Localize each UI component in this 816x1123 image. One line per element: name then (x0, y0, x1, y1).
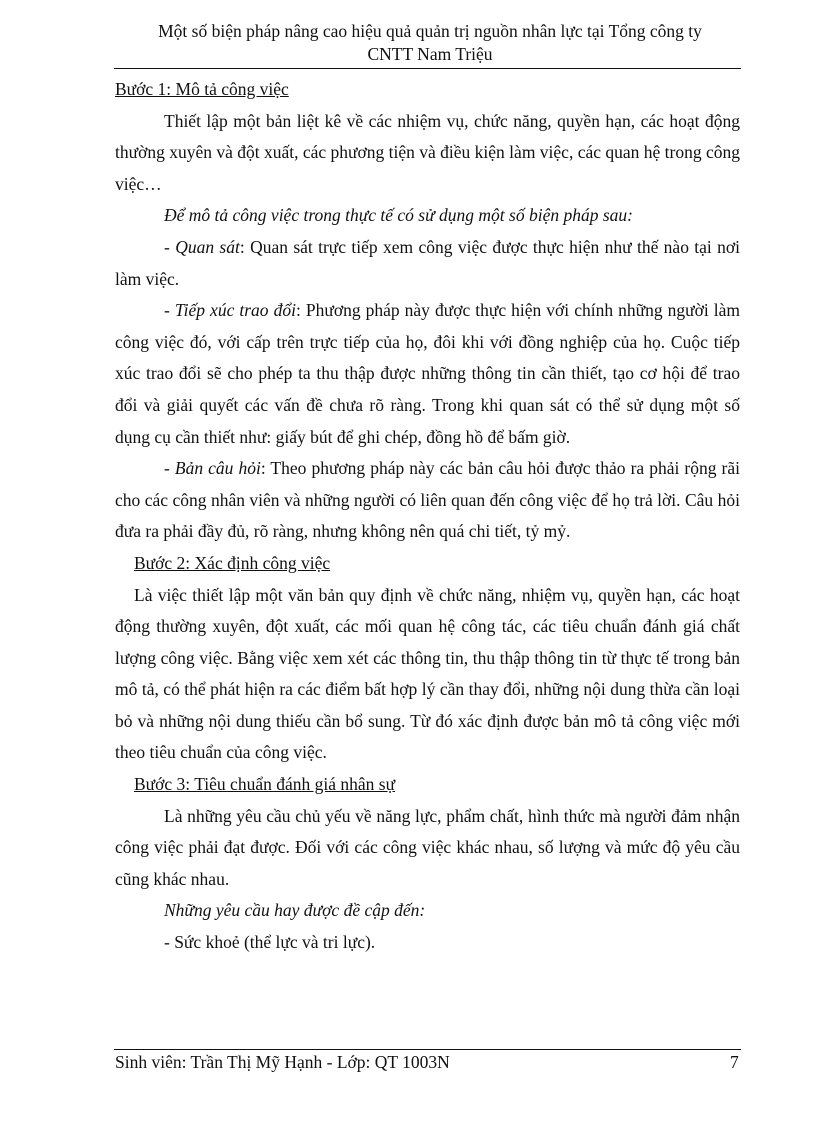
footer-divider (114, 1049, 741, 1050)
step3-heading-text: Bước 3: Tiêu chuẩn đánh giá nhân sự (134, 774, 396, 795)
document-body (115, 74, 740, 959)
step2-heading-text: Bước 2: Xác định công việc (134, 552, 331, 573)
step1-intro: Thiết lập một bản liệt kê về các nhiệm vụ, chức năng, quyền hạn, các hoạt động thường xuyên và đột xuất, các phương tiện và điều kiện làm việc, các quan hệ trong công việc… (115, 110, 740, 194)
step1-heading: Bước 1: Mô tả công việc (115, 79, 289, 99)
footer-student-info: Sinh viên: Trần Thị Mỹ Hạnh - Lớp: QT 1003N (115, 1052, 450, 1072)
method-item (115, 453, 740, 548)
method-term: Tiếp xúc trao đổi (174, 300, 296, 321)
header-title-line1: Một số biện pháp nâng cao hiệu quả quản trị nguồn nhân lực tại Tổng công ty (158, 21, 702, 41)
page-header (110, 20, 750, 66)
method-prefix: - (164, 458, 175, 479)
method-term: Quan sát (175, 236, 240, 257)
method-prefix: - (164, 236, 176, 257)
page-number: 7 (730, 1052, 739, 1072)
method-prefix: - (164, 300, 175, 321)
method-item (115, 232, 740, 295)
method-text: : Quan sát trực tiếp xem công việc được thực hiện như thế nào tại nơi làm việc. (115, 236, 741, 289)
method-text: : Phương pháp này được thực hiện với chính những người làm công việc đó, với cấp trên trực tiếp của họ, đôi khi với đồng nghiệp của họ. Cuộc tiếp xúc trao đổi sẽ cho phép ta thu thập được những thông tin cần thiết, tạo cơ hội để trao đổi và giải quyết các vấn đề chưa rõ ràng. Trong khi quan sát có thể sử dụng một số dụng cụ cần thiết như: giấy bút để ghi chép, đồng hồ để bấm giờ. (115, 300, 741, 447)
step2-text: Là việc thiết lập một văn bản quy định về chức năng, nhiệm vụ, quyền hạn, các hoạt động thường xuyên, đột xuất, các mối quan hệ công tác, các tiêu chuẩn đánh giá chất lượng công việc. Bằng việc xem xét các thông tin, thu thập thông tin từ thực tế trong bản mô tả, có thể phát hiện ra các điểm bất hợp lý cần thay đổi, những nội dung thừa cần loại bỏ và những nội dung thiếu cần bổ sung. Từ đó xác định được bản mô tả công việc mới theo tiêu chuẩn của công việc. (115, 584, 740, 763)
step1-methods-intro (115, 200, 740, 232)
method-term: Bản câu hỏi (174, 458, 261, 479)
method-item (115, 295, 740, 453)
step2-heading (115, 548, 740, 580)
step3-text: Là những yêu cầu chủ yếu về năng lực, phẩm chất, hình thức mà người đảm nhận công việc phải đạt được. Đối với các công việc khác nhau, số lượng và mức độ yêu cầu cũng khác nhau. (115, 805, 740, 889)
header-title-line2: CNTT Nam Triệu (367, 44, 493, 64)
header-divider (114, 68, 741, 69)
step3-requirement-item: - Sức khoẻ (thể lực và tri lực). (164, 932, 376, 953)
step3-requirements-intro-text: Những yêu cầu hay được đề cập đến: (164, 900, 426, 921)
step3-heading (115, 769, 740, 801)
step3-requirements-intro (115, 895, 740, 927)
method-text: : Theo phương pháp này các bản câu hỏi được thảo ra phải rộng rãi cho các công nhân viên và những người có liên quan đến công việc để họ trả lời. Câu hỏi đưa ra phải đầy đủ, rõ ràng, nhưng không nên quá chi tiết, tỷ mỷ. (115, 458, 741, 542)
step1-methods-intro-text: Để mô tả công việc trong thực tế có sử dụng một số biện pháp sau: (164, 205, 633, 226)
